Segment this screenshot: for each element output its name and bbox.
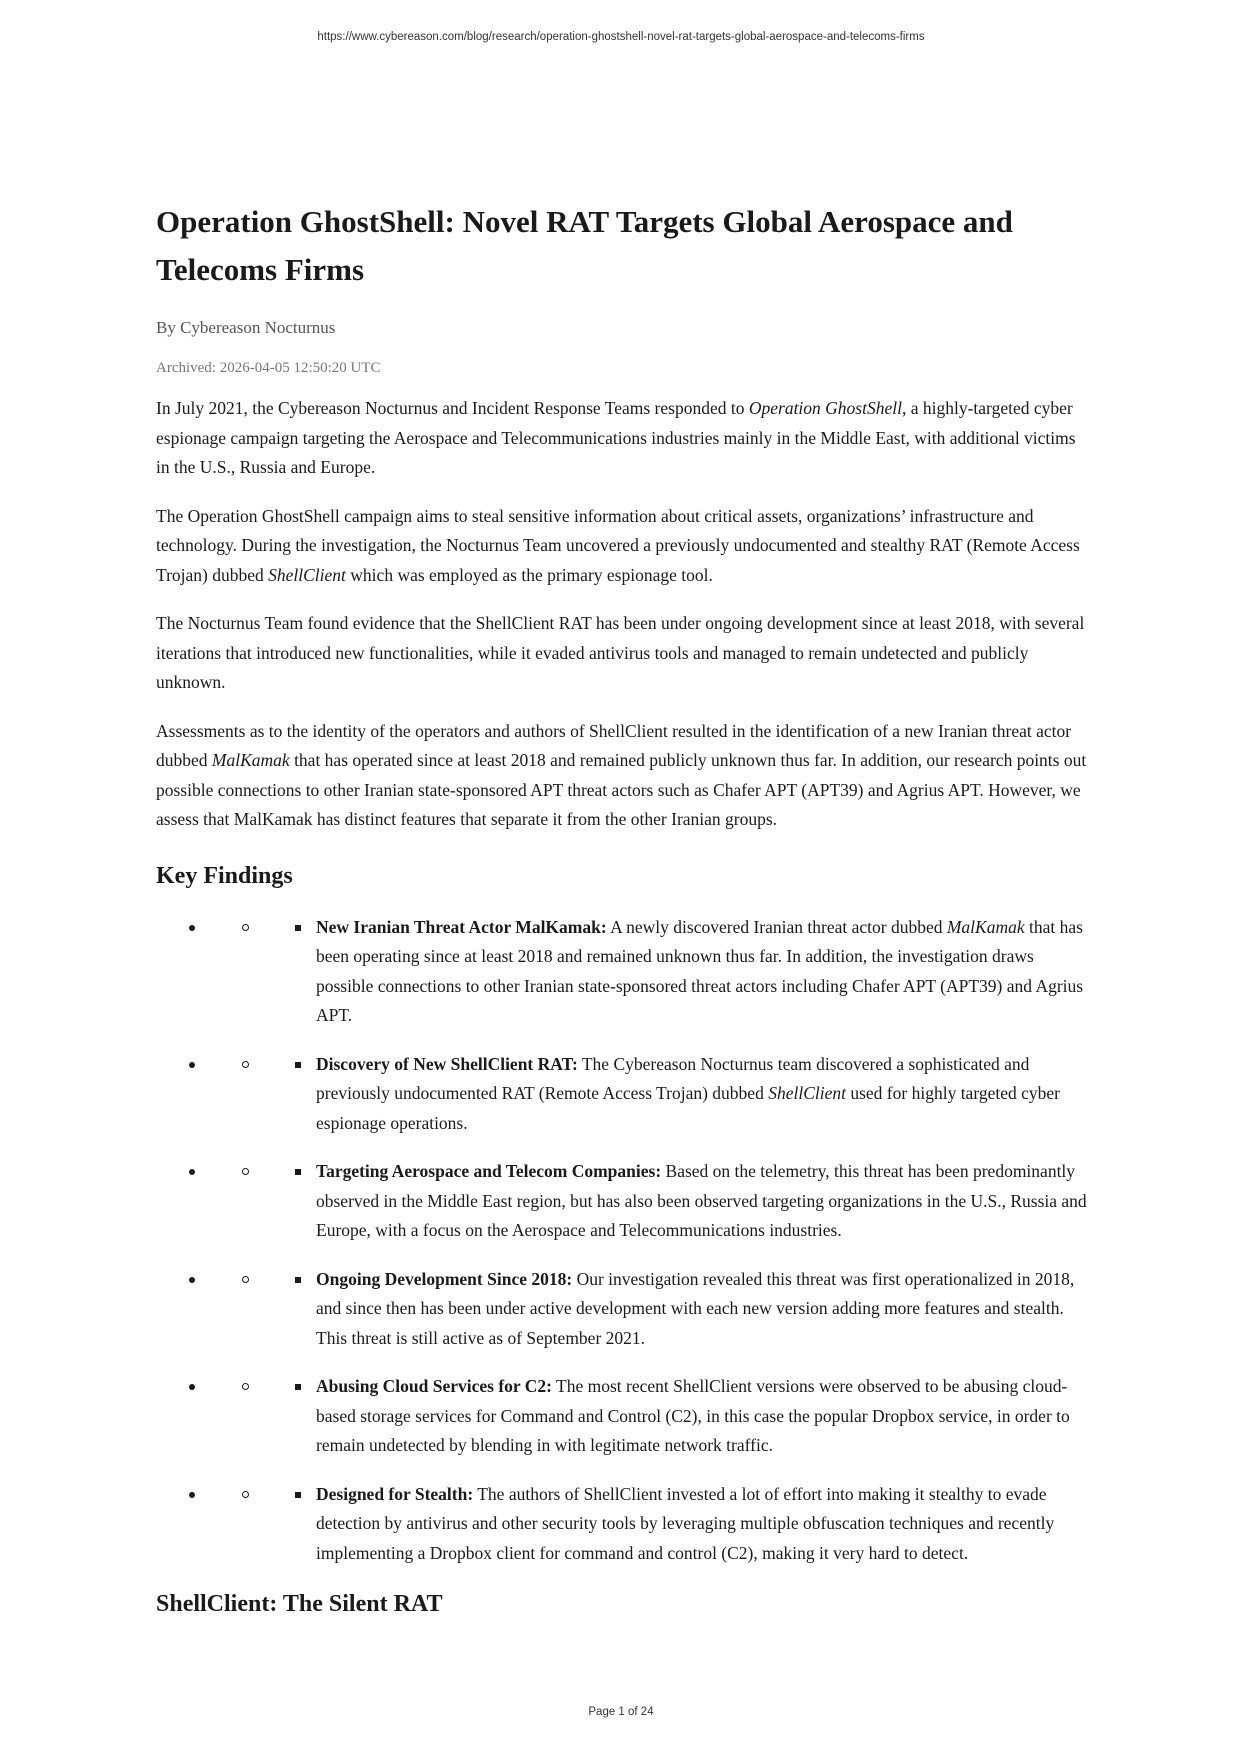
attribution-paragraph: Assessments as to the identity of the operators and authors of ShellClient resulted in the identification of a new Iranian threat actor dubbed MalKamak that has operated since at least 2018 and remained publicly unknown thus far. In addition, our research points out possible connections to other Iranian state-sponsored APT threat actors such as Chafer APT (APT39) and Agrius APT. However, we assess that MalKamak has distinct features that separate it from the other Iranian groups.: [156, 720, 1087, 829]
square-bullet-icon: [295, 1157, 309, 1187]
circle-bullet-icon: [242, 1372, 256, 1402]
byline: By Cybereason Nocturnus: [156, 318, 336, 337]
shellclient-section-heading: ShellClient: The Silent RAT: [156, 1591, 443, 1617]
actor-name: MalKamak: [211, 750, 290, 770]
intro-paragraph: In July 2021, the Cybereason Nocturnus and Incident Response Teams responded to Operation GhostShell, a highly-targeted cyber espionage campaign targeting the Aerospace and Telecommunications industries mainly in the Middle East, with additional victims in the U.S., Russia and Europe.: [156, 398, 1076, 477]
disc-bullet-icon: [189, 1050, 203, 1080]
circle-bullet-icon: [242, 913, 256, 943]
square-bullet-icon: [295, 1265, 309, 1295]
article-content: [156, 198, 1091, 1621]
list-item: Ongoing Development Since 2018: Our investigation revealed this threat was first operationalized in 2018, and since then has been under active development with each new version adding more features and stealth. This threat is still active as of September 2021.: [156, 1265, 1091, 1354]
list-item: Discovery of New ShellClient RAT: The Cybereason Nocturnus team discovered a sophisticated and previously undocumented RAT (Remote Access Trojan) dubbed ShellClient used for highly targeted cyber espionage operations.: [156, 1050, 1091, 1139]
finding-label: New Iranian Threat Actor MalKamak:: [316, 916, 607, 937]
campaign-paragraph: The Operation GhostShell campaign aims to steal sensitive information about critical assets, organizations’ infrastructure and technology. During the investigation, the Nocturnus Team uncovered a previously undocumented and stealthy RAT (Remote Access Trojan) dubbed ShellClient which was employed as the primary espionage tool.: [156, 505, 1080, 585]
finding-label: Discovery of New ShellClient RAT:: [316, 1053, 578, 1074]
list-item: New Iranian Threat Actor MalKamak: A newly discovered Iranian threat actor dubbed MalKamak that has been operating since at least 2018 and remained unknown thus far. In addition, the investigation draws possible connections to other Iranian state-sponsored threat actors including Chafer APT (APT39) and Agrius APT.: [156, 913, 1091, 1031]
disc-bullet-icon: [189, 913, 203, 943]
rat-name: ShellClient: [268, 564, 346, 585]
square-bullet-icon: [295, 1050, 309, 1080]
operation-name: Operation GhostShell: [748, 398, 902, 418]
archived-timestamp: Archived: 2026-04-05 12:50:20 UTC: [156, 360, 381, 376]
key-findings-heading: Key Findings: [156, 862, 293, 889]
square-bullet-icon: [295, 913, 309, 943]
disc-bullet-icon: [189, 1265, 203, 1295]
list-item: Targeting Aerospace and Telecom Companies: Based on the telemetry, this threat has been predominantly observed in the Middle East region, but has also been observed targeting organizations in the U.S., Russia and Europe, with a focus on the Aerospace and Telecommunications industries.: [156, 1157, 1091, 1246]
circle-bullet-icon: [242, 1265, 256, 1295]
page-title: Operation GhostShell: Novel RAT Targets Global Aerospace and Telecoms Firms: [156, 204, 1013, 287]
finding-emphasis: ShellClient: [768, 1083, 846, 1103]
disc-bullet-icon: [189, 1480, 203, 1510]
list-item: Designed for Stealth: The authors of ShellClient invested a lot of effort into making it stealthy to evade detection by antivirus and other security tools by leveraging multiple obfuscation techniques and recently implementing a Dropbox client for command and control (C2), making it very hard to detect.: [156, 1480, 1091, 1569]
square-bullet-icon: [295, 1480, 309, 1510]
disc-bullet-icon: [189, 1372, 203, 1402]
list-item: Abusing Cloud Services for C2: The most recent ShellClient versions were observed to be abusing cloud-based storage services for Command and Control (C2), in this case the popular Dropbox service, in order to remain undetected by blending in with legitimate network traffic.: [156, 1372, 1091, 1461]
square-bullet-icon: [295, 1372, 309, 1402]
finding-label: Ongoing Development Since 2018:: [316, 1268, 573, 1289]
circle-bullet-icon: [242, 1050, 256, 1080]
page-number: Page 1 of 24: [588, 1706, 654, 1718]
circle-bullet-icon: [242, 1480, 256, 1510]
source-url: https://www.cybereason.com/blog/research/operation-ghostshell-novel-rat-targets-global-aerospace-and-telecoms-firms: [317, 31, 925, 43]
development-paragraph: The Nocturnus Team found evidence that the ShellClient RAT has been under ongoing development since at least 2018, with several iterations that introduced new functionalities, while it evaded antivirus tools and managed to remain undetected and publicly unknown.: [156, 613, 1085, 692]
finding-emphasis: MalKamak: [946, 916, 1025, 937]
key-findings-list: [156, 913, 1091, 1569]
finding-label: Designed for Stealth:: [316, 1483, 474, 1504]
disc-bullet-icon: [189, 1157, 203, 1187]
finding-label: Targeting Aerospace and Telecom Companies:: [316, 1161, 662, 1181]
circle-bullet-icon: [242, 1157, 256, 1187]
finding-label: Abusing Cloud Services for C2:: [316, 1376, 552, 1396]
